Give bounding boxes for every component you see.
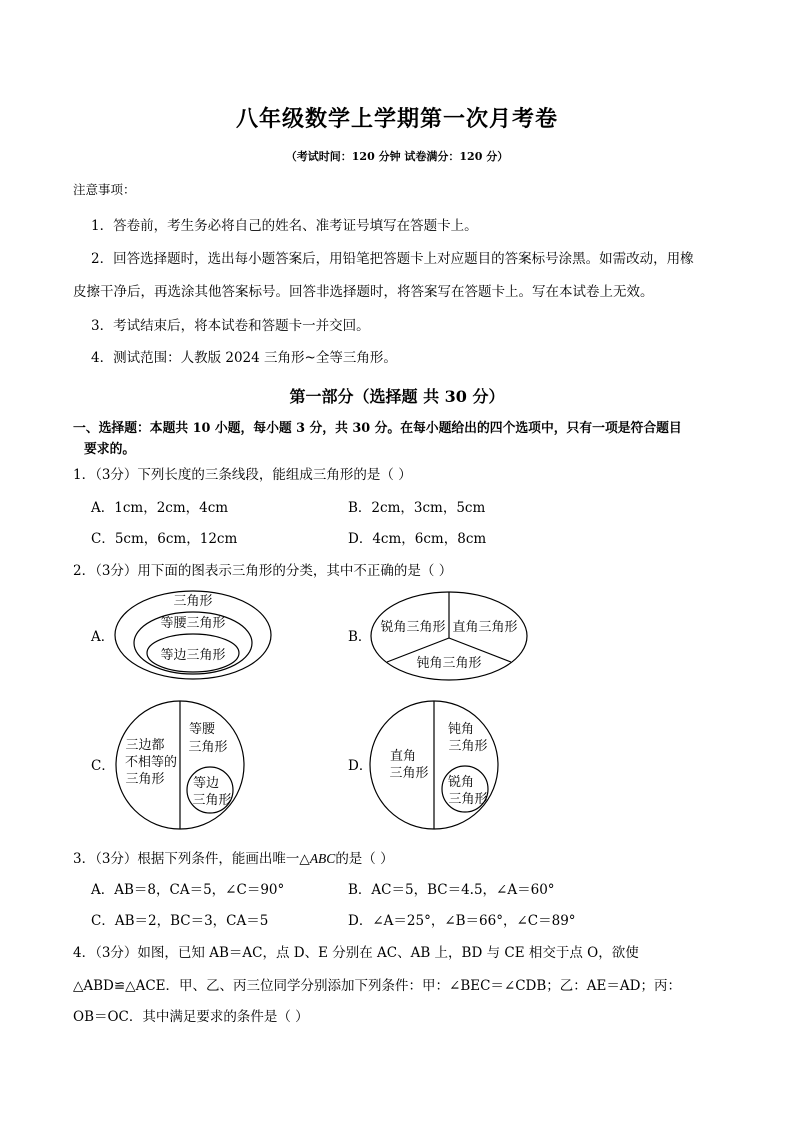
notice-heading: 注意事项： <box>73 182 136 197</box>
q2-d-label: D． <box>348 758 373 774</box>
q3-option-d: D．∠A＝25°，∠B＝66°，∠C＝89° <box>348 913 576 929</box>
exam-subtitle: （考试时间：120 分钟 试卷满分：120 分） <box>285 150 509 163</box>
q2-stem: 2．（3分）用下面的图表示三角形的分类，其中不正确的是（ ） <box>73 563 453 579</box>
q2-d-left-line-1: 直角 <box>389 749 417 764</box>
q2-a-inner-label: 等边三角形 <box>160 648 226 663</box>
notice-item-2b: 皮擦干净后，再选涂其他答案标号。回答非选择题时，将答案写在答题卡上。写在本试卷上无效。 <box>73 284 654 300</box>
q2-c-left-line-1: 三边都 <box>125 738 165 753</box>
q2-a-outer-label: 三角形 <box>173 594 213 609</box>
notice-item-3: 3．考试结束后，将本试卷和答题卡一并交回。 <box>91 318 370 334</box>
q4-line-1: 4．（3分）如图，已知 AB＝AC，点 D、E 分别在 AC、AB 上，BD 与 CE 相交于点 O，欲使 <box>73 945 639 961</box>
q2-b-label: B． <box>348 629 372 645</box>
q2-c-left-line-2: 不相等的 <box>124 755 178 770</box>
page-title: 八年级数学上学期第一次月考卷 <box>235 106 558 132</box>
q2-b-right-label: 直角三角形 <box>452 620 518 635</box>
instructions-line-2: 要求的。 <box>84 442 136 457</box>
q3-stem-part-2: 的是（ ） <box>335 851 394 867</box>
q2-d-right-line-1: 钝角 <box>447 722 475 737</box>
q2-d-inner-line-1: 锐角 <box>447 775 475 790</box>
q2-d-left-line-2: 三角形 <box>389 766 429 781</box>
notice-item-2a: 2．回答选择题时，选出每小题答案后，用铅笔把答题卡上对应题目的答案标号涂黑。如需改动，用橡 <box>91 251 694 267</box>
notice-item-4: 4．测试范围：人教版 2024 三角形~全等三角形。 <box>91 350 397 366</box>
q2-d-inner-line-2: 三角形 <box>448 792 488 807</box>
q1-stem: 1．（3分）下列长度的三条线段，能组成三角形的是（ ） <box>73 467 412 483</box>
q2-c-inner-line-1: 等边 <box>192 776 220 791</box>
q4-line-3: OB＝OC．其中满足要求的条件是（ ） <box>73 1009 309 1025</box>
q3-stem <box>73 847 394 867</box>
q2-d-diagram <box>370 701 498 829</box>
q2-a-label: A． <box>91 629 115 645</box>
q2-a-middle-label: 等腰三角形 <box>160 616 226 631</box>
q2-c-left-line-3: 三角形 <box>125 772 165 787</box>
q2-d-right-line-2: 三角形 <box>448 739 488 754</box>
q1-option-c: C．5cm，6cm，12cm <box>91 531 238 547</box>
q2-c-right-line-2: 三角形 <box>188 740 228 755</box>
q3-option-a: A．AB＝8，CA＝5，∠C＝90° <box>91 882 285 898</box>
section-title: 第一部分（选择题 共 30 分） <box>289 387 505 406</box>
q3-option-b: B．AC＝5，BC＝4.5，∠A＝60° <box>348 882 555 898</box>
q1-option-a: A．1cm，2cm，4cm <box>91 500 229 516</box>
q3-option-c: C．AB＝2，BC＝3，CA＝5 <box>91 913 269 929</box>
q2-c-label: C． <box>91 758 115 774</box>
q4-line-2: △ABD≌△ACE．甲、乙、丙三位同学分别添加下列条件：甲：∠BEC＝∠CDB；乙：AE＝AD；丙： <box>73 978 681 994</box>
q2-c-inner-line-2: 三角形 <box>192 793 232 808</box>
q2-b-bottom-label: 钝角三角形 <box>416 656 482 671</box>
q3-stem-part-1: 3．（3分）根据下列条件，能画出唯一△ <box>73 851 310 867</box>
q2-c-right-line-1: 等腰 <box>188 722 216 737</box>
q1-option-d: D．4cm，6cm，8cm <box>348 531 487 547</box>
notice-item-1: 1．答卷前，考生务必将自己的姓名、准考证号填写在答题卡上。 <box>91 218 478 234</box>
q3-stem-triangle-name: ABC <box>309 851 336 866</box>
q2-b-left-label: 锐角三角形 <box>380 620 446 635</box>
q1-option-b: B．2cm，3cm，5cm <box>348 500 486 516</box>
instructions-line-1: 一、选择题：本题共 10 小题，每小题 3 分，共 30 分。在每小题给出的四个选项中，只有一项是符合题目 <box>73 421 682 436</box>
